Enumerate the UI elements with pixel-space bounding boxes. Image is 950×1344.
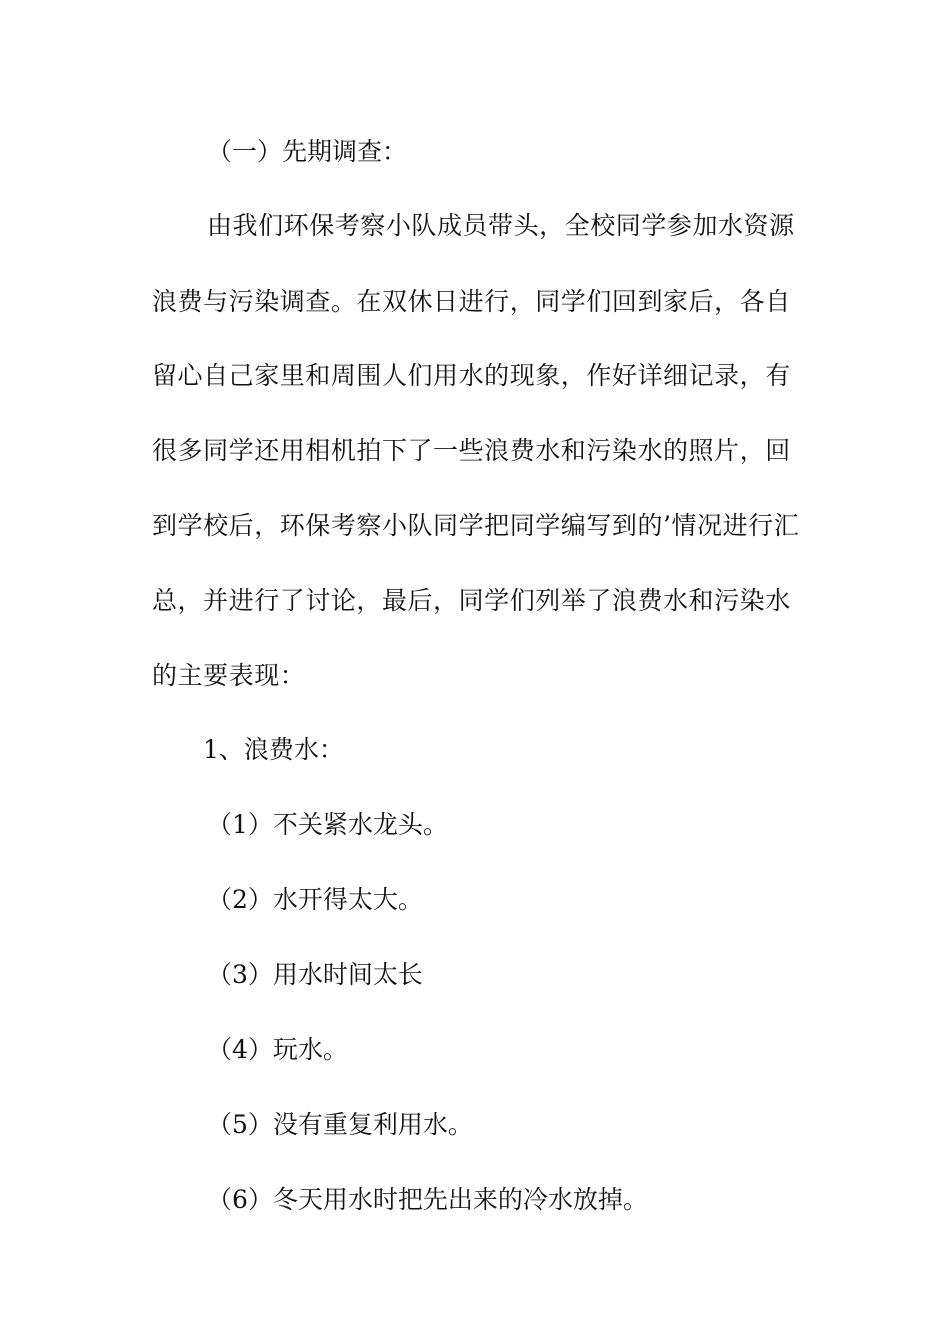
list-item: （5）没有重复利用水。 xyxy=(207,1110,473,1139)
paragraph-line-5: 到学校后，环保考察小队同学把同学编写到的’情况进行汇 xyxy=(152,511,800,540)
paragraph-line-7: 的主要表现： xyxy=(152,661,306,690)
paragraph-line-4: 很多同学还用相机拍下了一些浪费水和污染水的照片，回 xyxy=(152,436,791,465)
list-item: （1）不关紧水龙头。 xyxy=(207,810,448,839)
section-heading: （一）先期调查： xyxy=(207,137,408,166)
paragraph-line-3: 留心自己家里和周围人们用水的现象，作好详细记录，有 xyxy=(152,361,791,390)
paragraph-line-2: 浪费与污染调查。在双休日进行，同学们回到家后，各自 xyxy=(152,287,791,316)
list-item: （6）冬天用水时把先出来的冷水放掉。 xyxy=(207,1185,648,1214)
list-item: （4）玩水。 xyxy=(207,1035,348,1064)
list-item: （3）用水时间太长 xyxy=(207,960,423,989)
subheading-waste-water: 1、浪费水： xyxy=(203,735,344,764)
paragraph-line-1: 由我们环保考察小队成员带头，全校同学参加水资源 xyxy=(207,211,795,240)
list-item: （2）水开得太大。 xyxy=(207,885,423,914)
paragraph-line-6: 总，并进行了讨论，最后，同学们列举了浪费水和污染水 xyxy=(152,586,791,615)
